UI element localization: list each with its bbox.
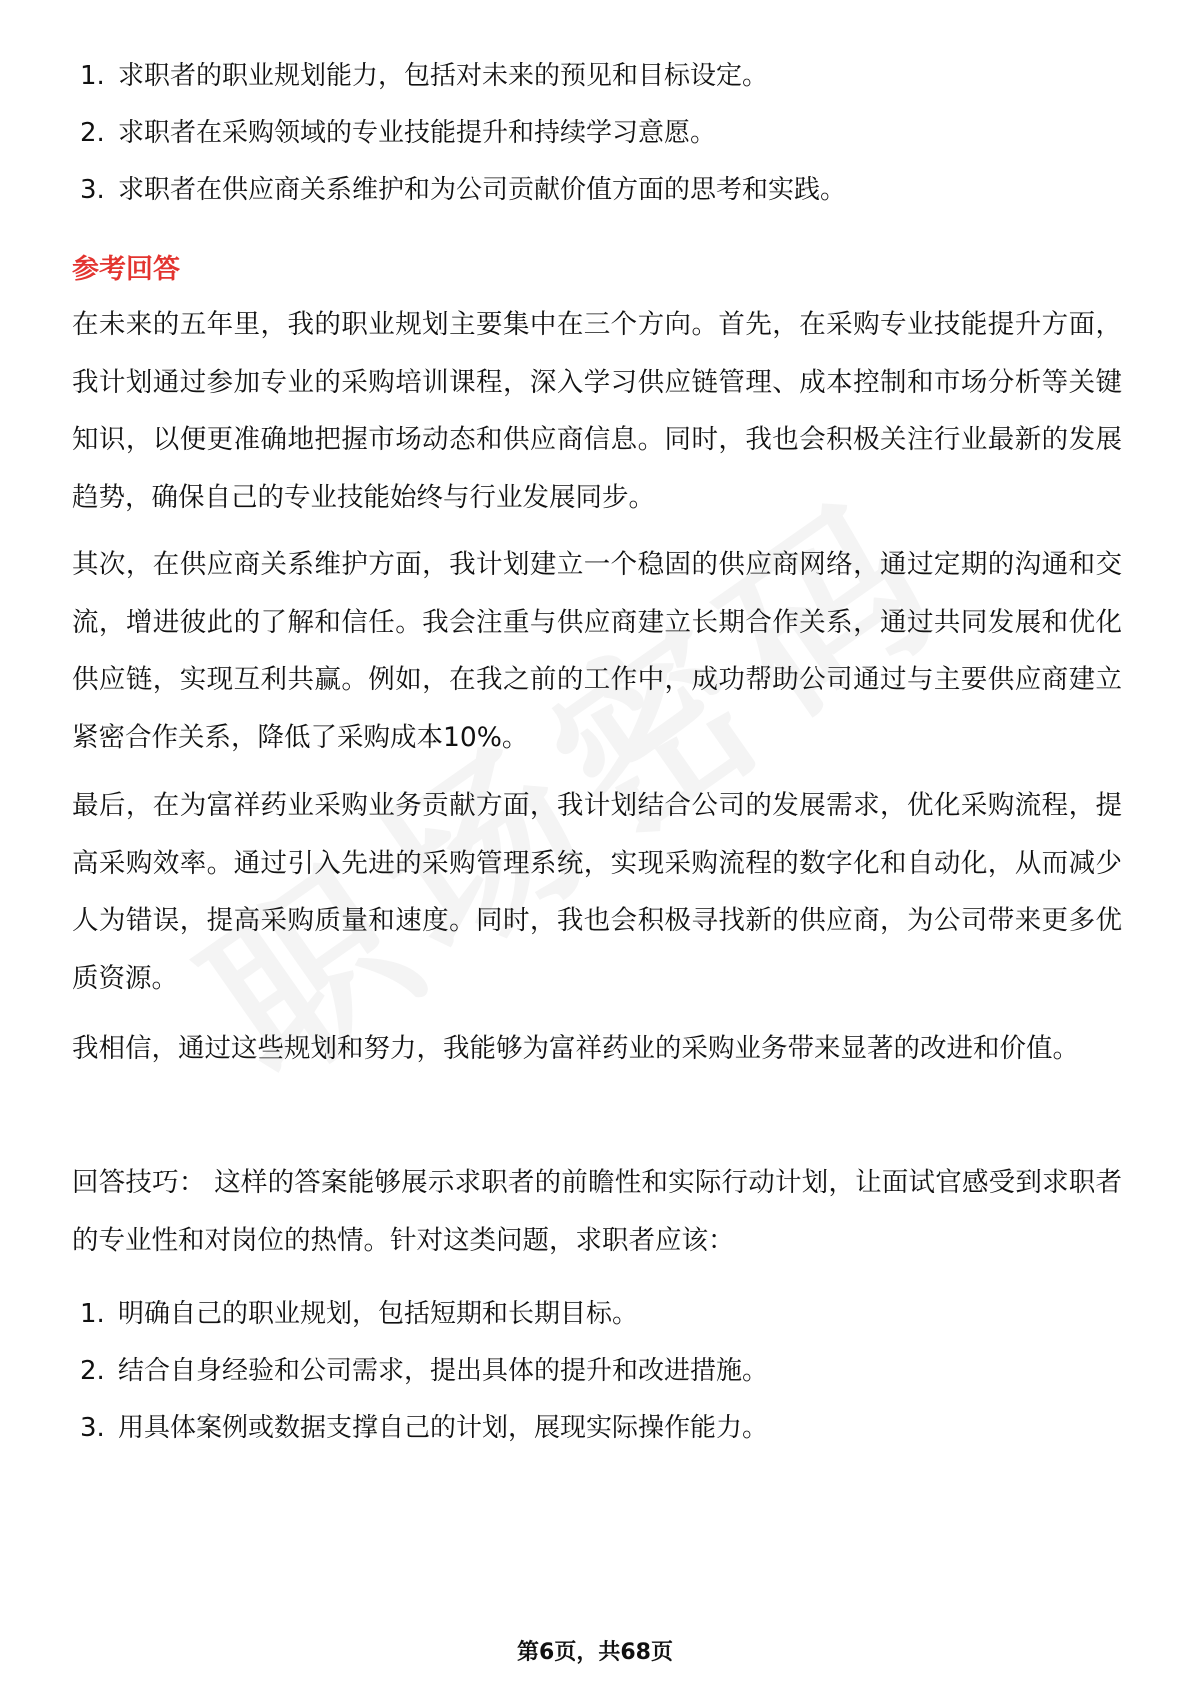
list-item-text: 求职者的职业规划能力，包括对未来的预见和目标设定。 <box>118 61 769 91</box>
page-number-footer: 第6页，共68页 <box>517 1640 673 1665</box>
answer-tips-paragraph: 回答技巧： 这样的答案能够展示求职者的前瞻性和实际行动计划，让面试官感受到求职者的专业性和对岗位的热情。针对这类问题，求职者应该： <box>72 1167 1122 1256</box>
list-item <box>80 1400 1120 1457</box>
tips-list <box>80 1286 1120 1457</box>
list-item <box>80 162 1120 219</box>
answer-paragraph-4: 我相信，通过这些规划和努力，我能够为富祥药业的采购业务带来显著的改进和价值。 <box>72 1033 1079 1064</box>
list-item-number: 1. <box>80 61 105 91</box>
list-item <box>80 105 1120 162</box>
answer-paragraph-2: 其次，在供应商关系维护方面，我计划建立一个稳固的供应商网络，通过定期的沟通和交流，增进彼此的了解和信任。我会注重与供应商建立长期合作关系，通过共同发展和优化供应链，实现互利共赢。例如，在我之前的工作中，成功帮助公司通过与主要供应商建立紧密合作关系，降低了采购成本10%。 <box>72 549 1122 753</box>
list-item-number: 3. <box>80 175 105 205</box>
list-item-number: 3. <box>80 1413 105 1443</box>
list-item-text: 用具体案例或数据支撑自己的计划，展现实际操作能力。 <box>118 1413 769 1443</box>
list-item <box>80 1286 1120 1343</box>
answer-paragraph-3: 最后，在为富祥药业采购业务贡献方面，我计划结合公司的发展需求，优化采购流程，提高采购效率。通过引入先进的采购管理系统，实现采购流程的数字化和自动化，从而减少人为错误，提高采购质量和速度。同时，我也会积极寻找新的供应商，为公司带来更多优质资源。 <box>72 790 1122 994</box>
evaluation-points-list <box>80 48 1120 219</box>
list-item <box>80 48 1120 105</box>
list-item-text: 结合自身经验和公司需求，提出具体的提升和改进措施。 <box>118 1356 769 1386</box>
list-item-number: 1. <box>80 1299 105 1329</box>
section-heading: 参考回答 <box>72 254 180 285</box>
list-item-text: 求职者在供应商关系维护和为公司贡献价值方面的思考和实践。 <box>118 175 847 205</box>
list-item-number: 2. <box>80 118 105 148</box>
list-item-text: 明确自己的职业规划，包括短期和长期目标。 <box>118 1299 639 1329</box>
answer-paragraph-1: 在未来的五年里，我的职业规划主要集中在三个方向。首先，在采购专业技能提升方面，我计划通过参加专业的采购培训课程，深入学习供应链管理、成本控制和市场分析等关键知识，以便更准确地把握市场动态和供应商信息。同时，我也会积极关注行业最新的发展趋势，确保自己的专业技能始终与行业发展同步。 <box>72 309 1122 513</box>
list-item <box>80 1343 1120 1400</box>
list-item-text: 求职者在采购领域的专业技能提升和持续学习意愿。 <box>118 118 717 148</box>
list-item-number: 2. <box>80 1356 105 1386</box>
